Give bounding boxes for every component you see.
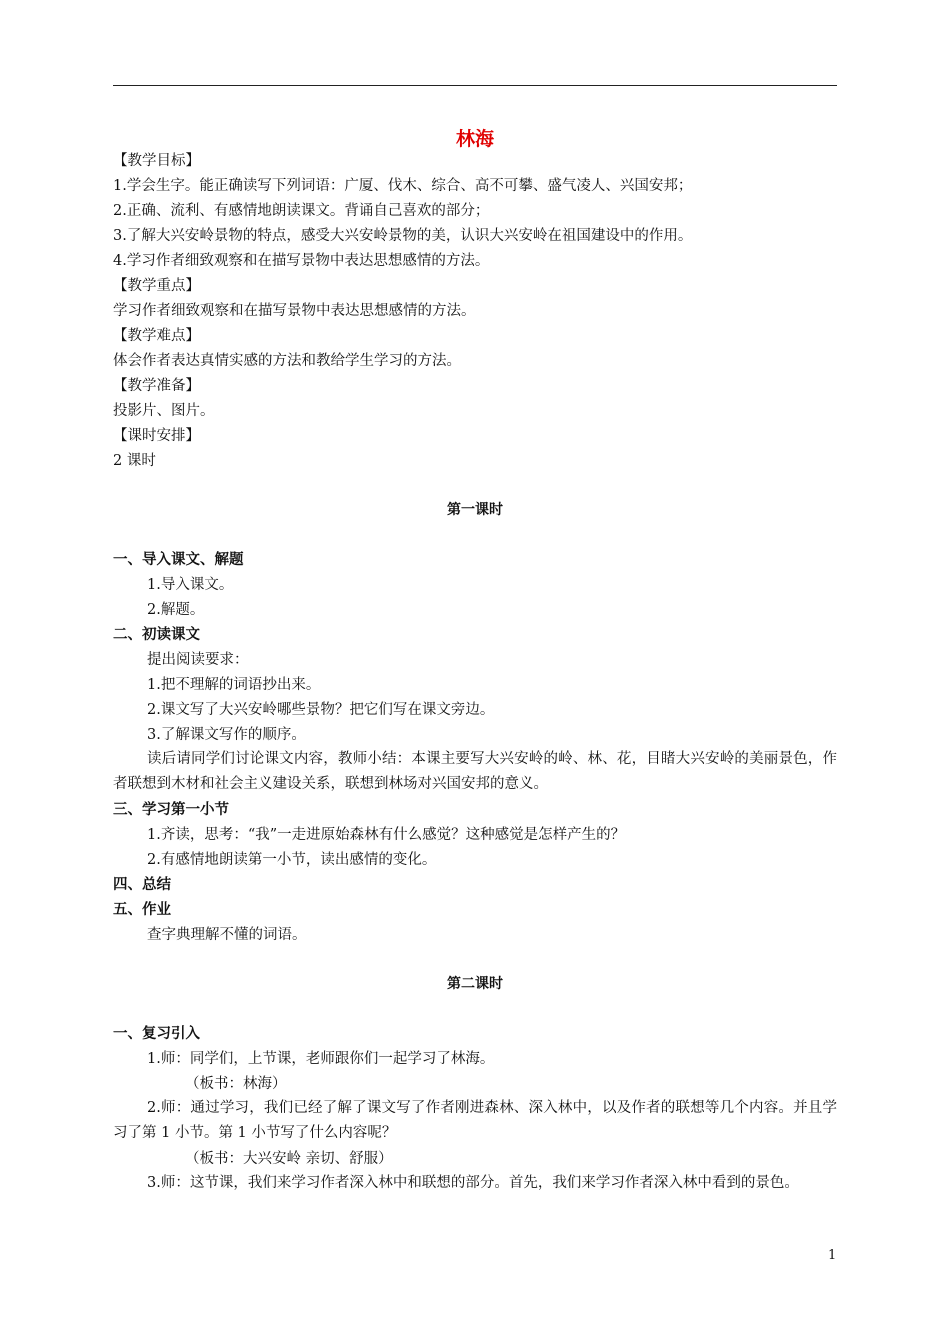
- list-item: 1.把不理解的词语抄出来。: [147, 677, 321, 693]
- section-heading: 二、初读课文: [113, 627, 200, 643]
- dialogue-item: 1.师：同学们，上节课，老师跟你们一起学习了林海。: [147, 1051, 495, 1067]
- document-title: 林海: [455, 128, 494, 150]
- goal-item: 4.学习作者细致观察和在描写景物中表达思想感情的方法。: [113, 253, 490, 269]
- goal-item: 3.了解大兴安岭景物的特点，感受大兴安岭景物的美，认识大兴安岭在祖国建设中的作用。: [113, 228, 693, 244]
- board-note: （板书：大兴安岭 亲切、舒服）: [185, 1151, 393, 1167]
- summary-paragraph: 读后请同学们讨论课文内容，教师小结：本课主要写大兴安岭的岭、林、花，目睹大兴安岭的美丽景色，作者联想到木材和社会主义建设关系，联想到林场对兴国安邦的意义。: [113, 751, 837, 792]
- dialogue-paragraph: 3.师：这节课，我们来学习作者深入林中和联想的部分。首先，我们来学习作者深入林中看到的景色。: [147, 1175, 799, 1191]
- goal-item: 2.正确、流利、有感情地朗读课文。背诵自己喜欢的部分；: [113, 203, 490, 219]
- difficulties-heading: 【教学难点】: [113, 328, 200, 344]
- goal-item: 1.学会生字。能正确读写下列词语：广厦、伐木、综合、高不可攀、盛气凌人、兴国安邦；: [113, 178, 693, 194]
- goals-heading: 【教学目标】: [113, 153, 200, 169]
- schedule-text: 2 课时: [113, 453, 156, 469]
- difficulties-text: 体会作者表达真情实感的方法和教给学生学习的方法。: [113, 353, 461, 369]
- list-item: 查字典理解不懂的词语。: [147, 927, 307, 943]
- key-points-heading: 【教学重点】: [113, 278, 200, 294]
- board-note: （板书：林海）: [185, 1076, 287, 1092]
- list-item: 2.有感情地朗读第一小节，读出感情的变化。: [147, 852, 437, 868]
- list-item: 1.齐读，思考：“我”一走进原始森林有什么感觉？这种感觉是怎样产生的？: [147, 827, 626, 843]
- schedule-heading: 【课时安排】: [113, 428, 200, 444]
- list-intro: 提出阅读要求：: [147, 652, 249, 668]
- preparation-heading: 【教学准备】: [113, 378, 200, 394]
- list-item: 3.了解课文写作的顺序。: [147, 727, 306, 743]
- preparation-text: 投影片、图片。: [113, 403, 215, 419]
- lesson1-heading: 第一课时: [447, 502, 503, 518]
- section-heading: 五、作业: [113, 902, 171, 918]
- key-points-text: 学习作者细致观察和在描写景物中表达思想感情的方法。: [113, 303, 476, 319]
- lesson2-heading: 第二课时: [447, 976, 503, 992]
- section-heading: 一、复习引入: [113, 1026, 200, 1042]
- list-item: 1.导入课文。: [147, 577, 234, 593]
- section-heading: 三、学习第一小节: [113, 802, 229, 818]
- header-rule: [113, 85, 837, 86]
- section-heading: 一、导入课文、解题: [113, 552, 244, 568]
- list-item: 2.解题。: [147, 602, 205, 618]
- page-number: 1: [828, 1248, 837, 1263]
- dialogue-paragraph: 2.师：通过学习，我们已经了解了课文写了作者刚进森林、深入林中，以及作者的联想等几个内容。并且学习了第 1 小节。第 1 小节写了什么内容呢？: [113, 1100, 837, 1141]
- section-heading: 四、总结: [113, 877, 171, 893]
- list-item: 2.课文写了大兴安岭哪些景物？把它们写在课文旁边。: [147, 702, 495, 718]
